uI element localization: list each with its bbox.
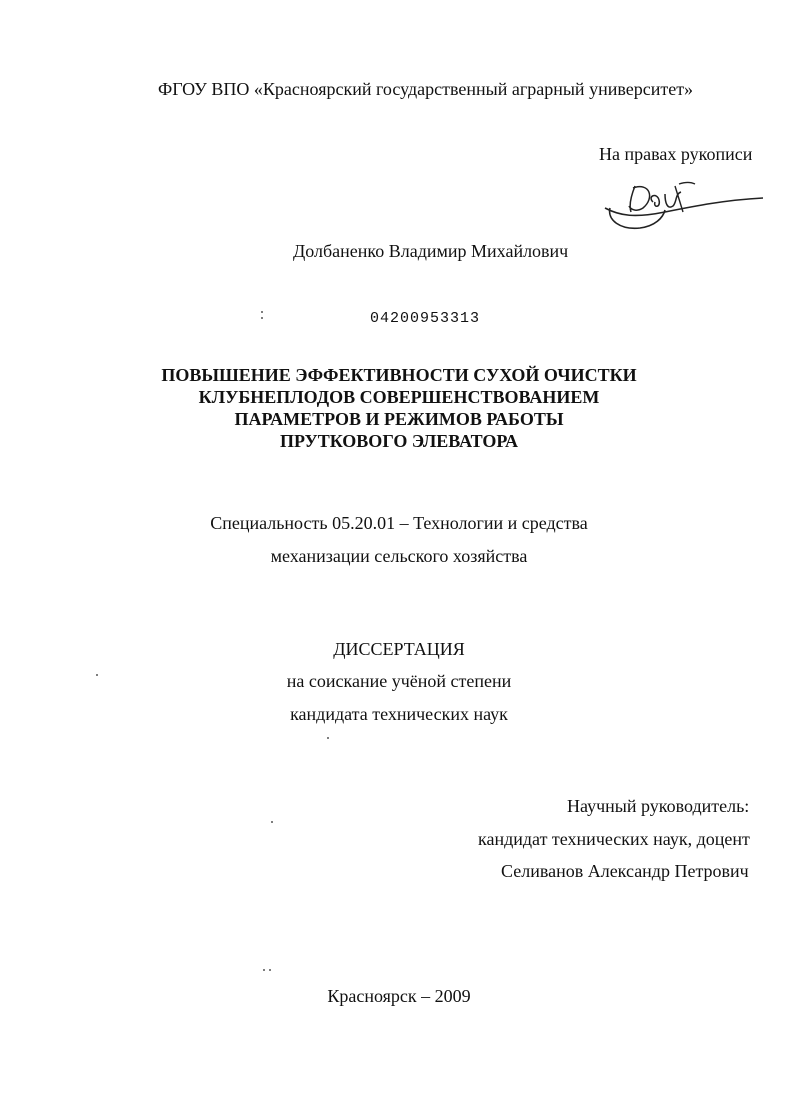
specialty-line-1: Специальность 05.20.01 – Технологии и средства [210,513,588,533]
scan-speck [327,737,329,739]
document-type: ДИССЕРТАЦИЯ [333,639,465,659]
scan-speck [263,969,265,971]
scan-speck [96,674,98,676]
institution-name: ФГОУ ВПО «Красноярский государственный аграрный университет» [158,79,694,99]
degree-name: кандидата технических наук [290,704,508,724]
title-line-4: ПРУТКОВОГО ЭЛЕВАТОРА [279,431,519,451]
title-line-2: КЛУБНЕПЛОДОВ СОВЕРШЕНСТВОВАНИЕМ [198,387,600,407]
degree-purpose: на соискание учёной степени [286,671,512,691]
registry-number: 04200953313 [370,310,481,327]
scan-speck [261,311,263,313]
manuscript-rights-note: На правах рукописи [599,144,753,164]
supervisor-label: Научный руководитель: [567,796,750,816]
title-line-1: ПОВЫШЕНИЕ ЭФФЕКТИВНОСТИ СУХОЙ ОЧИСТКИ [161,365,637,385]
scan-speck [261,317,263,319]
supervisor-name: Селиванов Александр Петрович [501,861,749,881]
supervisor-rank: кандидат технических наук, доцент [478,829,750,849]
scan-speck [271,821,273,823]
scan-speck [269,969,271,971]
specialty-line-2: механизации сельского хозяйства [270,546,528,566]
handwritten-signature-icon [595,178,765,238]
author-name: Долбаненко Владимир Михайлович [293,241,569,261]
city-year: Красноярск – 2009 [327,986,471,1006]
title-line-3: ПАРАМЕТРОВ И РЕЖИМОВ РАБОТЫ [234,409,564,429]
